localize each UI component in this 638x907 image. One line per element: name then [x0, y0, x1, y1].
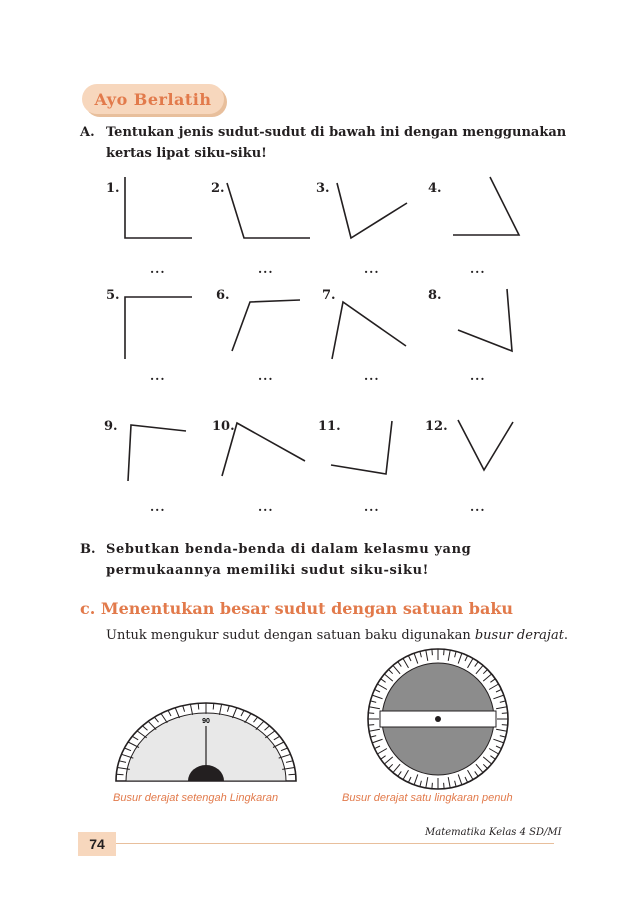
answer-blank-10: ...	[258, 500, 274, 514]
angle-figure-4	[453, 177, 519, 235]
answer-blank-1: ...	[150, 262, 166, 276]
item-label-8: 8.	[428, 288, 442, 303]
answer-blank-11: ...	[364, 500, 380, 514]
angle-figure-8	[458, 289, 512, 351]
answer-blank-4: ...	[470, 262, 486, 276]
section-c-body-prefix: Untuk mengukur sudut dengan satuan baku digunakan	[106, 628, 475, 643]
answer-blank-5: ...	[150, 369, 166, 383]
full-protractor-tick	[432, 649, 433, 655]
question-a-text: Tentukan jenis sudut-sudut di bawah ini dengan menggunakan kertas lipat siku-siku!	[106, 125, 567, 161]
question-b	[80, 539, 580, 583]
full-protractor-tick	[444, 783, 445, 789]
section-c-body	[106, 628, 586, 643]
question-b-text: Sebutkan benda-benda di dalam kelasmu yang permukaannya memiliki sudut siku-siku!	[106, 542, 472, 578]
item-label-11: 11.	[318, 419, 341, 434]
footer-rule	[116, 843, 554, 844]
item-label-5: 5.	[106, 288, 120, 303]
item-label-12: 12.	[425, 419, 448, 434]
item-label-4: 4.	[428, 181, 442, 196]
half-protractor-tick	[289, 774, 296, 775]
item-label-9: 9.	[104, 419, 118, 434]
item-label-1: 1.	[106, 181, 120, 196]
angle-figure-6	[232, 300, 300, 351]
full-protractor-tick	[502, 725, 508, 726]
full-protractor-tick	[368, 725, 374, 726]
half-protractor-tick	[198, 703, 199, 709]
full-protractor-caption: Busur derajat satu lingkaran penuh	[342, 792, 513, 804]
question-a-letter: A.	[80, 125, 95, 140]
item-label-10: 10.	[212, 419, 235, 434]
answer-blank-9: ...	[150, 500, 166, 514]
footer-book-title: Matematika Kelas 4 SD/MI	[425, 827, 562, 838]
angle-figure-3	[337, 183, 407, 238]
section-c-body-emph: busur derajat	[474, 628, 564, 643]
angle-figure-2	[227, 183, 310, 238]
full-protractor-center-dot	[435, 716, 441, 722]
half-protractor	[112, 700, 300, 784]
section-c-title: c. Menentukan besar sudut dengan satuan baku	[80, 599, 514, 618]
full-protractor-tick	[502, 713, 508, 714]
item-label-7: 7.	[322, 288, 336, 303]
full-protractor-tick	[432, 783, 433, 789]
ayo-berlatih-badge: Ayo Berlatih	[82, 84, 224, 114]
full-protractor-tick	[444, 649, 445, 655]
item-label-3: 3.	[316, 181, 330, 196]
half-protractor-tick	[213, 703, 214, 709]
question-b-letter: B.	[80, 542, 96, 557]
item-label-6: 6.	[216, 288, 230, 303]
half-protractor-tick	[116, 774, 123, 775]
angle-figure-9	[128, 425, 186, 481]
section-c-body-suffix: .	[563, 628, 569, 643]
answer-blank-3: ...	[364, 262, 380, 276]
half-protractor-caption: Busur derajat setengah Lingkaran	[113, 792, 279, 804]
page-number: 74	[78, 832, 116, 856]
angle-figure-1	[125, 177, 192, 238]
full-protractor-tick	[368, 713, 374, 714]
item-label-2: 2.	[211, 181, 225, 196]
question-a	[80, 122, 580, 166]
answer-blank-8: ...	[470, 369, 486, 383]
angle-figure-7	[332, 302, 406, 359]
angle-figure-12	[458, 420, 513, 470]
answer-blank-2: ...	[258, 262, 274, 276]
half-protractor-90-label: 90	[202, 718, 210, 725]
full-protractor	[366, 647, 510, 791]
answer-blank-6: ...	[258, 369, 274, 383]
answer-blank-12: ...	[470, 500, 486, 514]
angle-figure-5	[125, 297, 192, 359]
answer-blank-7: ...	[364, 369, 380, 383]
